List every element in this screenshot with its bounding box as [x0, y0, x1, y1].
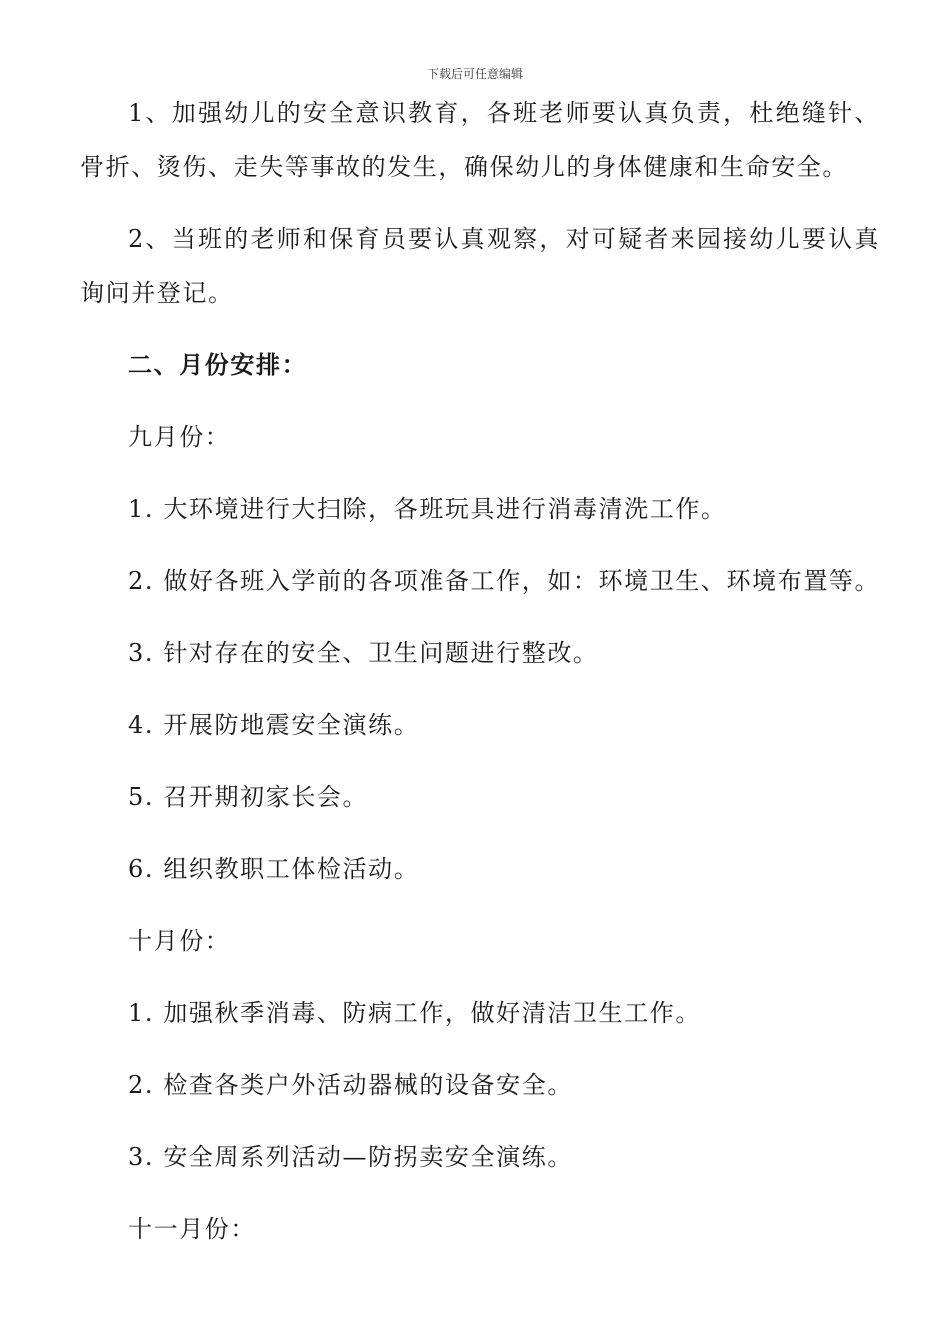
month-title-october: 十月份： — [128, 927, 231, 955]
list-item: 3. 安全周系列活动—防拐卖安全演练。 — [128, 1143, 573, 1171]
list-item: 4. 开展防地震安全演练。 — [128, 711, 420, 739]
paragraph-1: 1、加强幼儿的安全意识教育，各班老师要认真负责，杜绝缝针、骨折、烫伤、走失等事故的发生，确保幼儿的身体健康和生命安全。 — [80, 99, 880, 181]
document-body — [80, 86, 880, 1274]
month-title-november: 十一月份： — [128, 1215, 256, 1243]
list-item: 3. 针对存在的安全、卫生问题进行整改。 — [128, 639, 599, 667]
list-item: 2. 检查各类户外活动器械的设备安全。 — [128, 1071, 573, 1099]
list-item: 1. 大环境进行大扫除，各班玩具进行消毒清洗工作。 — [128, 495, 727, 523]
list-item: 2. 做好各班入学前的各项准备工作，如：环境卫生、环境布置等。 — [128, 567, 881, 595]
paragraph-2: 2、当班的老师和保育员要认真观察，对可疑者来园接幼儿要认真询问并登记。 — [80, 225, 880, 307]
list-item: 5. 召开期初家长会。 — [128, 783, 369, 811]
list-item: 1. 加强秋季消毒、防病工作，做好清洁卫生工作。 — [128, 999, 701, 1027]
month-title-september: 九月份： — [128, 423, 231, 451]
list-item: 6. 组织教职工体检活动。 — [128, 855, 420, 883]
page-header: 下载后可任意编辑 — [426, 67, 523, 81]
section-heading: 二、月份安排： — [128, 351, 308, 379]
